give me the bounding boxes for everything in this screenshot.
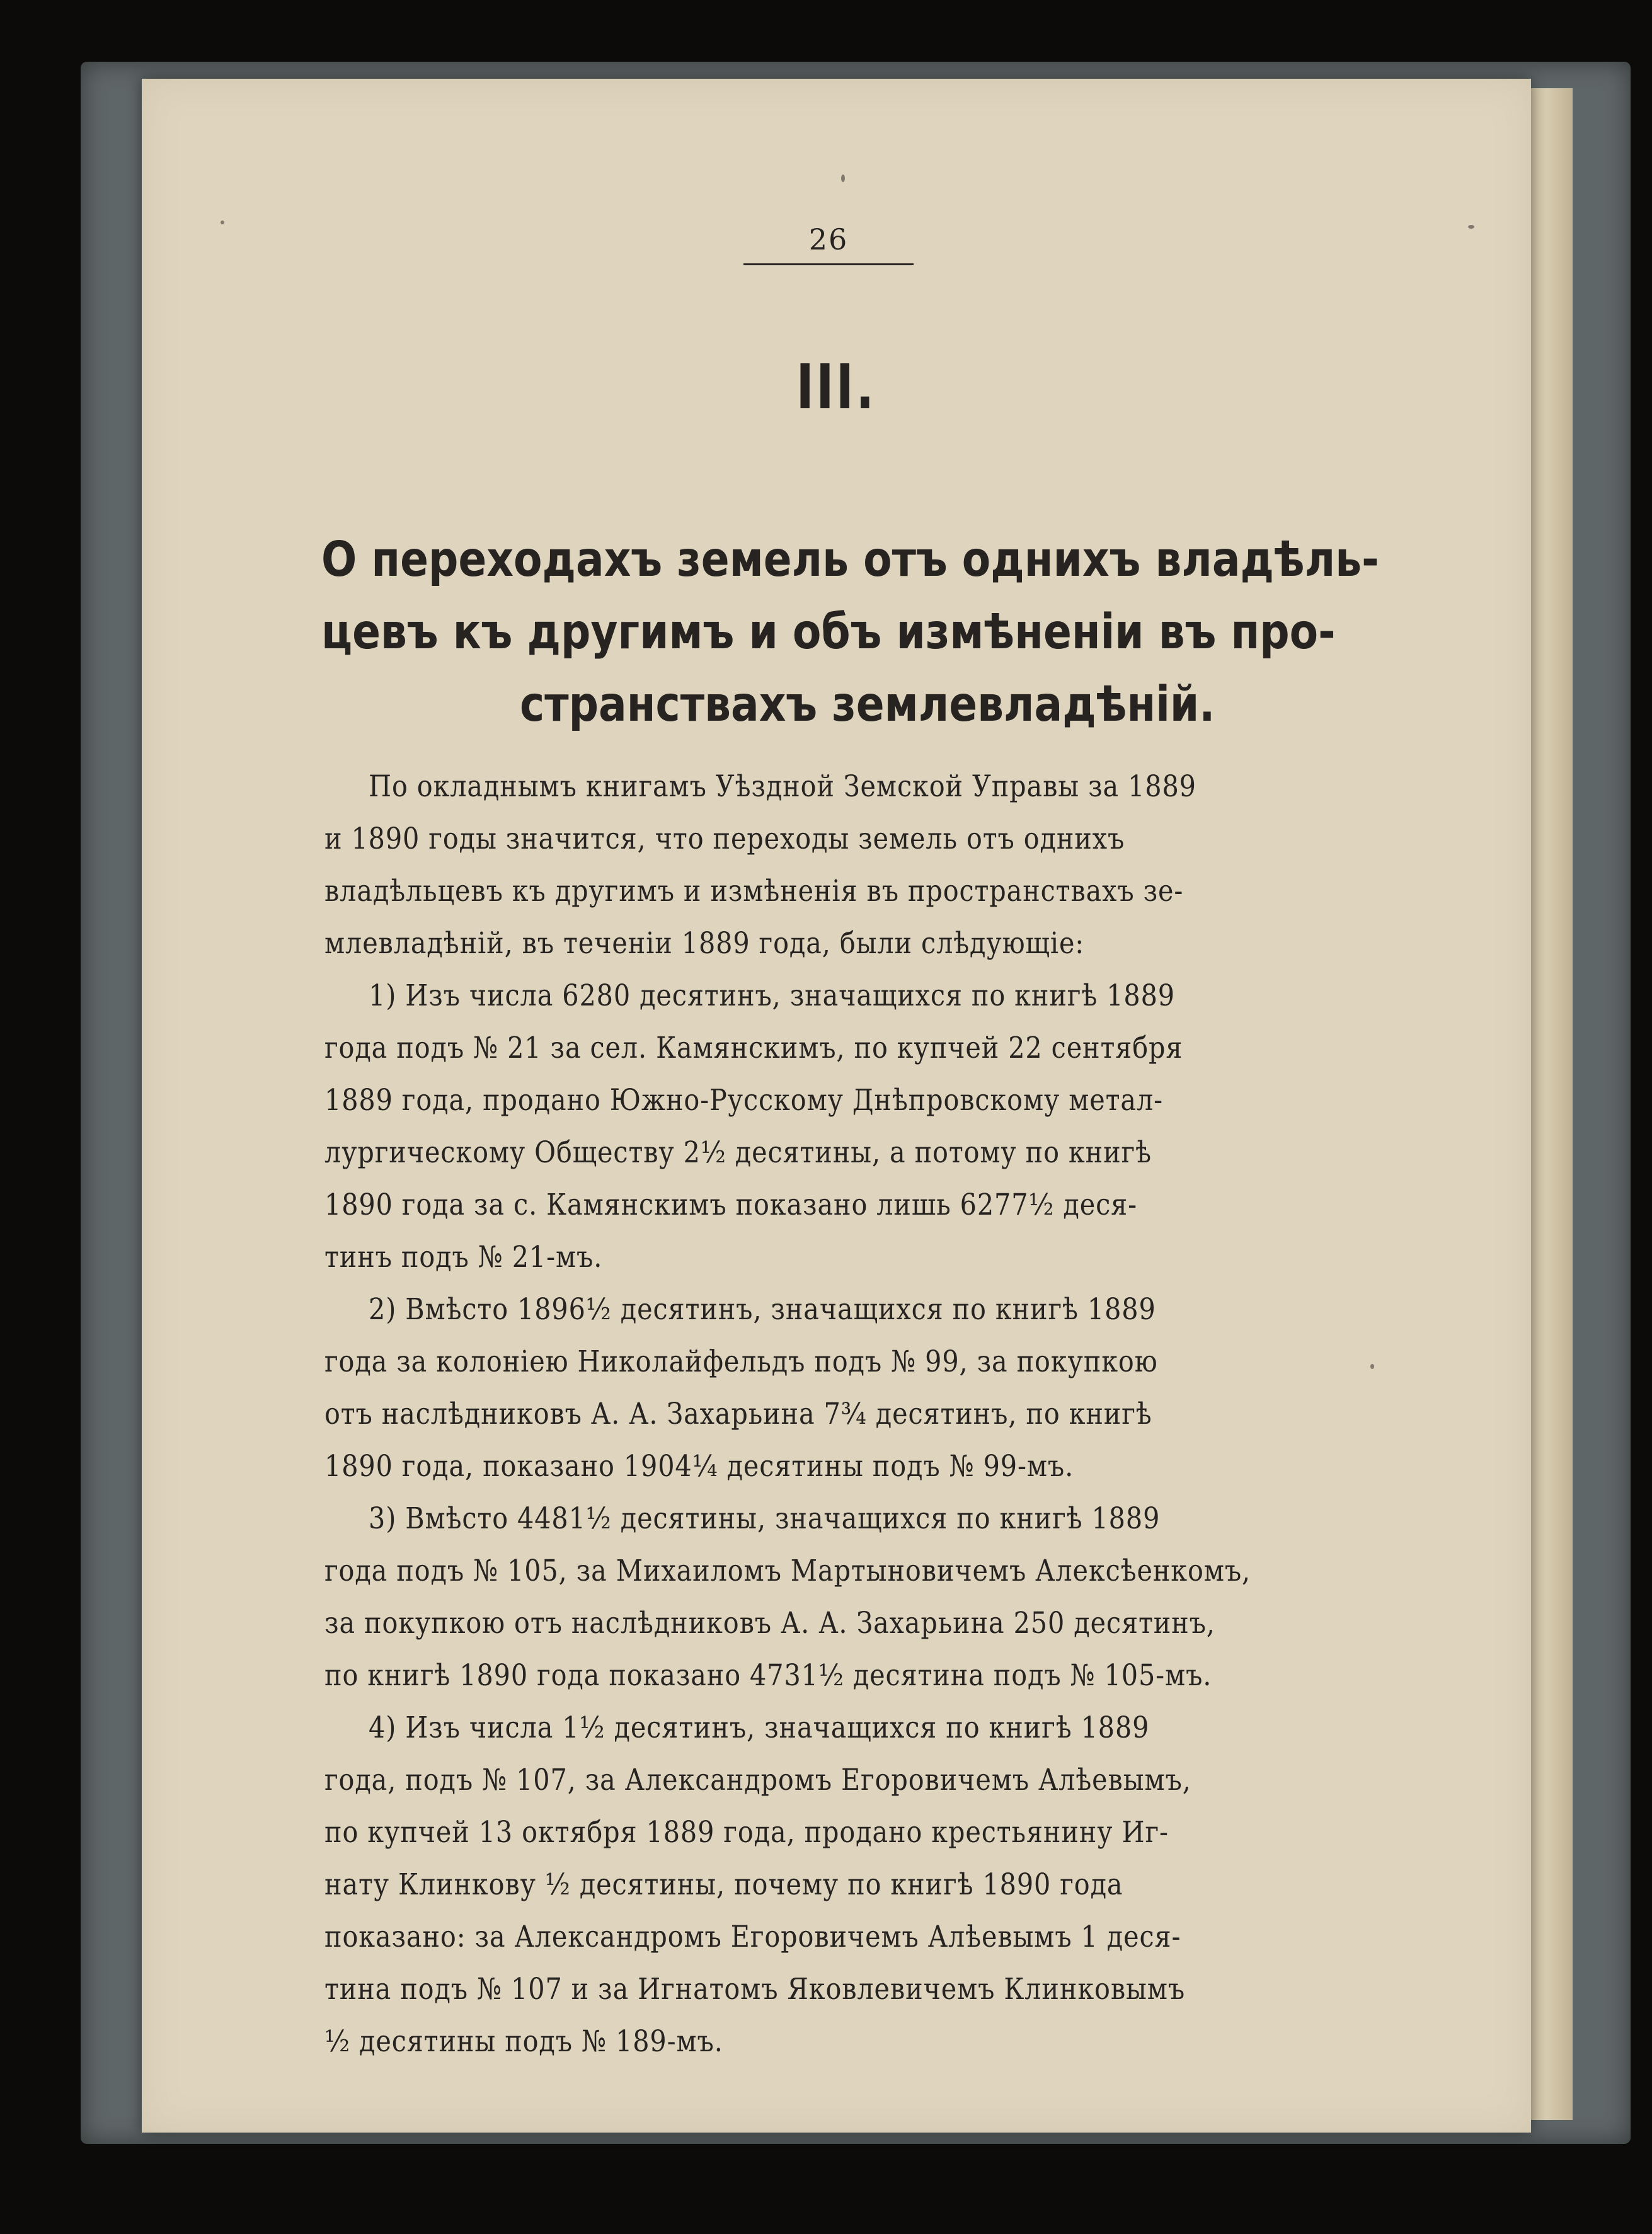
text-line: по купчей 13 октября 1889 года, продано крестьянину Иг- [324, 1815, 1169, 1850]
text-line: млевладѣній, въ теченіи 1889 года, были слѣдующіе: [324, 926, 1085, 961]
text-line: По окладнымъ книгамъ Уѣздной Земской Управы за 1889 [369, 769, 1196, 804]
header-rule [743, 263, 914, 265]
text-line: 1889 года, продано Южно-Русскому Днѣпровскому метал- [324, 1083, 1163, 1118]
book-page [142, 79, 1531, 2133]
text-line: и 1890 годы значится, что переходы земель отъ однихъ [324, 822, 1125, 856]
text-line: показано: за Александромъ Егоровичемъ Алѣевымъ 1 деся- [324, 1920, 1181, 1954]
text-line: отъ наслѣдниковъ А. А. Захарьина 7¾ десятинъ, по книгѣ [324, 1397, 1152, 1431]
paper-speck [1370, 1364, 1374, 1369]
text-line: года, подъ № 107, за Александромъ Егоровичемъ Алѣевымъ, [324, 1763, 1191, 1797]
text-line: лургическому Обществу 2½ десятины, а потому по книгѣ [324, 1135, 1152, 1170]
text-line: владѣльцевъ къ другимъ и измѣненія въ пространствахъ зе- [324, 874, 1184, 908]
text-line: 2) Вмѣсто 1896½ десятинъ, значащихся по книгѣ 1889 [369, 1292, 1156, 1327]
text-line: 1) Изъ числа 6280 десятинъ, значащихся по книгѣ 1889 [369, 978, 1175, 1013]
text-line: года подъ № 21 за сел. Камянскимъ, по купчей 22 сентября [324, 1031, 1183, 1065]
text-line: года подъ № 105, за Михаиломъ Мартыновичемъ Алексѣенкомъ, [324, 1554, 1251, 1588]
heading-line: цевъ къ другимъ и объ измѣненіи въ про- [321, 604, 1336, 660]
paper-speck [221, 221, 224, 224]
text-line: нату Клинкову ½ десятины, почему по книгѣ 1890 года [324, 1867, 1123, 1902]
text-line: тинъ подъ № 21-мъ. [324, 1240, 603, 1275]
page-header [734, 221, 923, 265]
text-line: 1890 года за с. Камянскимъ показано лишь 6277½ деся- [324, 1188, 1137, 1222]
heading-line: О переходахъ земель отъ однихъ владѣль- [321, 532, 1379, 588]
section-number: III. [796, 352, 876, 423]
text-line: по книгѣ 1890 года показано 4731½ десятина подъ № 105-мъ. [324, 1658, 1212, 1693]
text-line: года за колоніею Николайфельдъ подъ № 99, за покупкою [324, 1344, 1158, 1379]
paper-speck [1468, 225, 1474, 229]
heading-line: странствахъ землевладѣній. [520, 677, 1215, 733]
text-line: ½ десятины подъ № 189-мъ. [324, 2024, 723, 2059]
paper-speck [841, 175, 845, 182]
page-number: 26 [808, 222, 849, 256]
text-line: 3) Вмѣсто 4481½ десятины, значащихся по книгѣ 1889 [369, 1501, 1161, 1536]
text-line: за покупкою отъ наслѣдниковъ А. А. Захарьина 250 десятинъ, [324, 1606, 1215, 1641]
text-line: 1890 года, показано 1904¼ десятины подъ № 99-мъ. [324, 1449, 1074, 1484]
facing-page-edge [1529, 88, 1573, 2120]
text-line: 4) Изъ числа 1½ десятинъ, значащихся по книгѣ 1889 [369, 1710, 1150, 1745]
text-line: тина подъ № 107 и за Игнатомъ Яковлевичемъ Клинковымъ [324, 1972, 1186, 2007]
